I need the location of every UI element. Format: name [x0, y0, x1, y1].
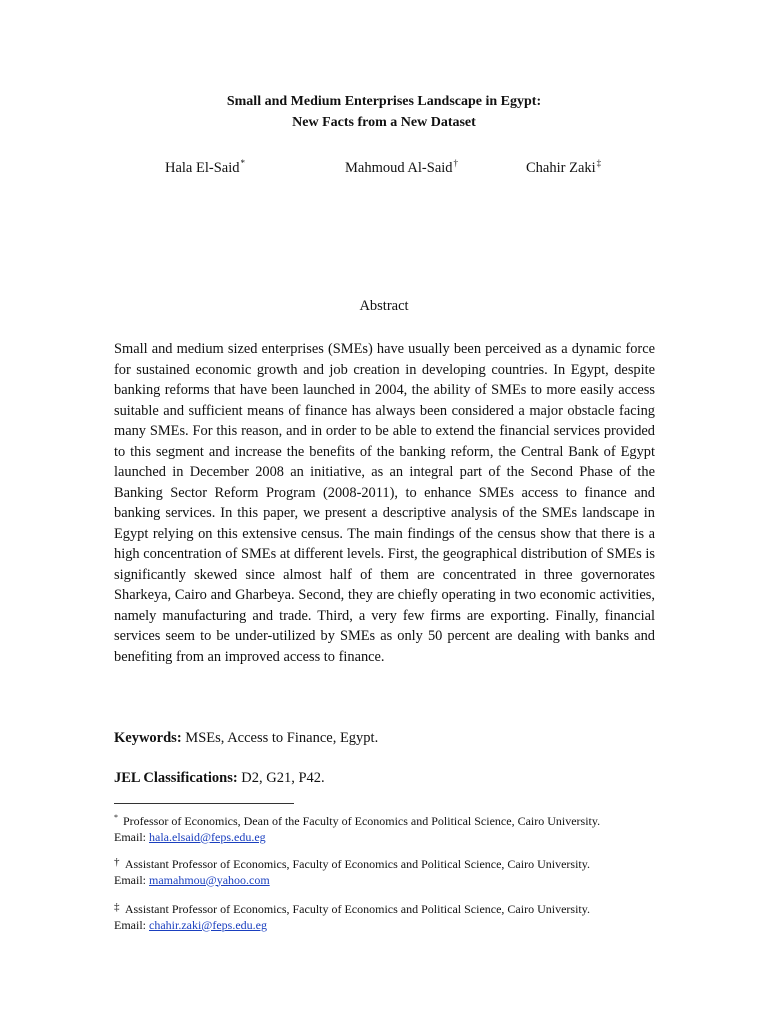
- paper-title-line-2: New Facts from a New Dataset: [292, 115, 476, 130]
- author-affiliation-mark: †: [453, 158, 459, 168]
- author-affiliation-mark: *: [240, 158, 245, 168]
- jel-value: D2, G21, P42.: [237, 770, 325, 786]
- author-2: [345, 154, 458, 177]
- footnote-email-label: Email:: [114, 917, 149, 932]
- footnote-separator: [114, 803, 294, 804]
- footnote-email-label: Email:: [114, 872, 149, 887]
- abstract-body: Small and medium sized enterprises (SMEs) have usually been perceived as a dynamic force for sustained economic growth and job creation in developing countries. In Egypt, despite banking reforms that have been launched in 2004, the ability of SMEs to more easily access suitable and sufficient means of finance has always been considered a major obstacle facing many SMEs. For this reason, and in order to be able to extend the financial services provided to this segment and increase the benefits of the banking reform, the Central Bank of Egypt launched in December 2008 an initiative, as an integral part of the Second Phase of the Banking Sector Reform Program (2008-2011), to enhance SMEs access to finance and banking services. In this paper, we present a descriptive analysis of the SMEs landscape in Egypt relying on this extensive census. The main findings of the census show that there is a high concentration of SMEs at different levels. First, the geographical distribution of SMEs is significantly skewed since almost half of them are concentrated in three governorates Sharkeya, Cairo and Gharbeya. Second, they are chiefly operating in two economic activities, namely manufacturing and trade. Third, a very few firms are exporting. Finally, financial services seem to be under-utilized by SMEs as only 50 percent are dealing with banks and benefiting from an improved access to finance.: [114, 341, 655, 665]
- author-3: [526, 154, 601, 177]
- footnote-mark: ‡: [114, 901, 120, 913]
- author-1: [165, 154, 245, 177]
- footnote-mark: *: [114, 813, 118, 822]
- jel-classifications-line: [114, 768, 325, 788]
- keywords-line: [114, 728, 378, 748]
- footnote-mark: †: [114, 856, 120, 868]
- author-affiliation-mark: ‡: [596, 158, 602, 168]
- footnote-email-link[interactable]: mamahmou@yahoo.com: [149, 872, 270, 887]
- author-name: Mahmoud Al-Said: [345, 160, 453, 176]
- footnote-affiliation: Assistant Professor of Economics, Faculty of Economics and Political Science, Cairo University.: [122, 857, 590, 871]
- keywords-value: MSEs, Access to Finance, Egypt.: [181, 730, 379, 746]
- footnote-affiliation: Assistant Professor of Economics, Faculty of Economics and Political Science, Cairo University.: [122, 902, 590, 916]
- abstract-heading: Abstract: [359, 298, 409, 314]
- footnote-email-link[interactable]: hala.elsaid@feps.edu.eg: [149, 829, 266, 844]
- jel-label: JEL Classifications:: [114, 770, 238, 786]
- footnote-3: [114, 900, 590, 933]
- footnote-1: [114, 810, 600, 845]
- footnote-2: [114, 855, 590, 888]
- author-name: Hala El-Said: [165, 160, 240, 176]
- footnote-affiliation: Professor of Economics, Dean of the Faculty of Economics and Political Science, Cairo University.: [120, 814, 601, 828]
- paper-title-line-1: Small and Medium Enterprises Landscape in Egypt:: [226, 94, 542, 109]
- footnote-email-link[interactable]: chahir.zaki@feps.edu.eg: [149, 917, 268, 932]
- author-name: Chahir Zaki: [526, 160, 596, 176]
- footnote-email-label: Email:: [114, 829, 149, 844]
- keywords-label: Keywords:: [114, 730, 182, 746]
